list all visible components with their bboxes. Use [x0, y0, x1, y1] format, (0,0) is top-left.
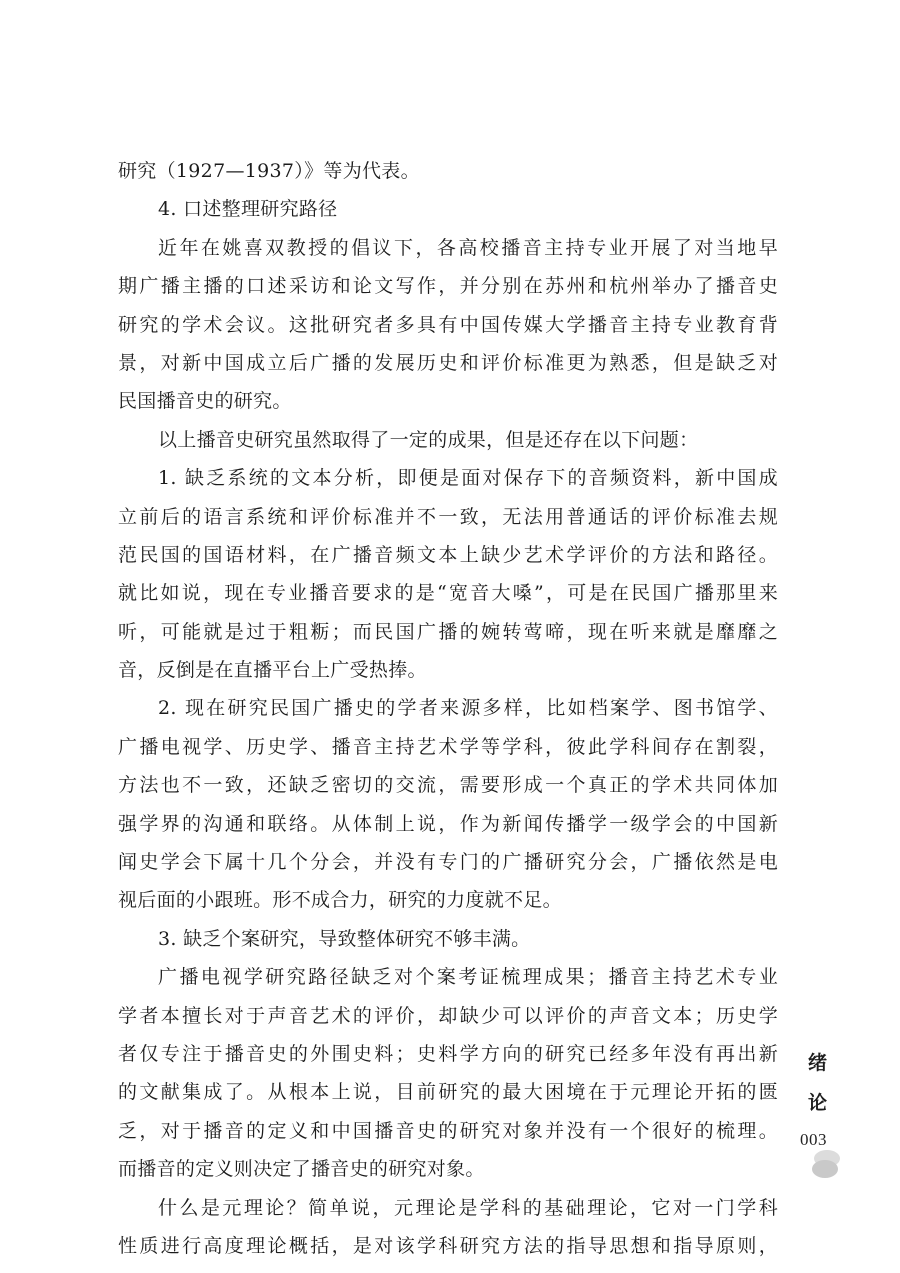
text-line: 2. 现在研究民国广播史的学者来源多样，比如档案学、图书馆学、 — [158, 697, 778, 720]
text-line: 者仅专注于播音史的外围史料；史料学方向的研究已经多年没有再出新 — [118, 1042, 778, 1065]
body-text — [118, 152, 778, 1265]
text-line: 近年在姚喜双教授的倡议下，各高校播音主持专业开展了对当地早 — [158, 236, 778, 259]
text-line: 1. 缺乏系统的文本分析，即便是面对保存下的音频资料，新中国成 — [158, 467, 778, 490]
text-line: 3. 缺乏个案研究，导致整体研究不够丰满。 — [158, 927, 531, 950]
text-line: 景，对新中国成立后广播的发展历史和评价标准更为熟悉，但是缺乏对 — [118, 351, 778, 374]
text-line: 视后面的小跟班。形不成合力，研究的力度就不足。 — [118, 889, 562, 912]
text-line: 广播电视学研究路径缺乏对个案考证梳理成果；播音主持艺术专业 — [158, 966, 778, 989]
text-line: 乏，对于播音的定义和中国播音史的研究对象并没有一个很好的梳理。 — [118, 1119, 778, 1142]
text-line: 广播电视学、历史学、播音主持艺术学等学科，彼此学科间存在割裂， — [118, 735, 778, 758]
text-line: 性质进行高度理论概括，是对该学科研究方法的指导思想和指导原则， — [118, 1234, 778, 1257]
text-line: 就比如说，现在专业播音要求的是“宽音大嗓”，可是在民国广播那里来 — [118, 582, 778, 605]
text-line: 什么是元理论？简单说，元理论是学科的基础理论，它对一门学科 — [158, 1196, 778, 1219]
text-line: 民国播音史的研究。 — [118, 390, 292, 413]
text-line: 方法也不一致，还缺乏密切的交流，需要形成一个真正的学术共同体加 — [118, 774, 778, 797]
text-line: 研究的学术会议。这批研究者多具有中国传媒大学播音主持专业教育背 — [118, 313, 778, 336]
text-line: 听，可能就是过于粗粝；而民国广播的婉转莺啼，现在听来就是靡靡之 — [118, 620, 778, 643]
chapter-label-char-2: 论 — [808, 1092, 828, 1114]
text-line: 研究（1927—1937）》等为代表。 — [118, 160, 420, 182]
text-line: 范民国的国语材料，在广播音频文本上缺少艺术学评价的方法和路径。 — [118, 543, 778, 566]
text-line: 期广播主播的口述采访和论文写作，并分别在苏州和杭州举办了播音史 — [118, 275, 778, 298]
text-line: 以上播音史研究虽然取得了一定的成果，但是还存在以下问题： — [158, 428, 699, 451]
ornament-dot — [812, 1160, 838, 1178]
section-heading: 4. 口述整理研究路径 — [158, 198, 338, 221]
page-number: 003 — [800, 1130, 827, 1149]
chapter-label-char-1: 绪 — [808, 1052, 828, 1074]
text-line: 强学界的沟通和联络。从体制上说，作为新闻传播学一级学会的中国新 — [118, 812, 778, 835]
text-line: 闻史学会下属十几个分会，并没有专门的广播研究分会，广播依然是电 — [118, 851, 778, 874]
text-line: 音，反倒是在直播平台上广受热捧。 — [118, 659, 427, 682]
text-line: 而播音的定义则决定了播音史的研究对象。 — [118, 1158, 485, 1181]
text-line: 立前后的语言系统和评价标准并不一致，无法用普通话的评价标准去规 — [118, 505, 778, 528]
text-line: 学者本擅长对于声音艺术的评价，却缺少可以评价的声音文本；历史学 — [118, 1004, 778, 1027]
text-line: 的文献集成了。从根本上说，目前研究的最大困境在于元理论开拓的匮 — [118, 1081, 778, 1104]
